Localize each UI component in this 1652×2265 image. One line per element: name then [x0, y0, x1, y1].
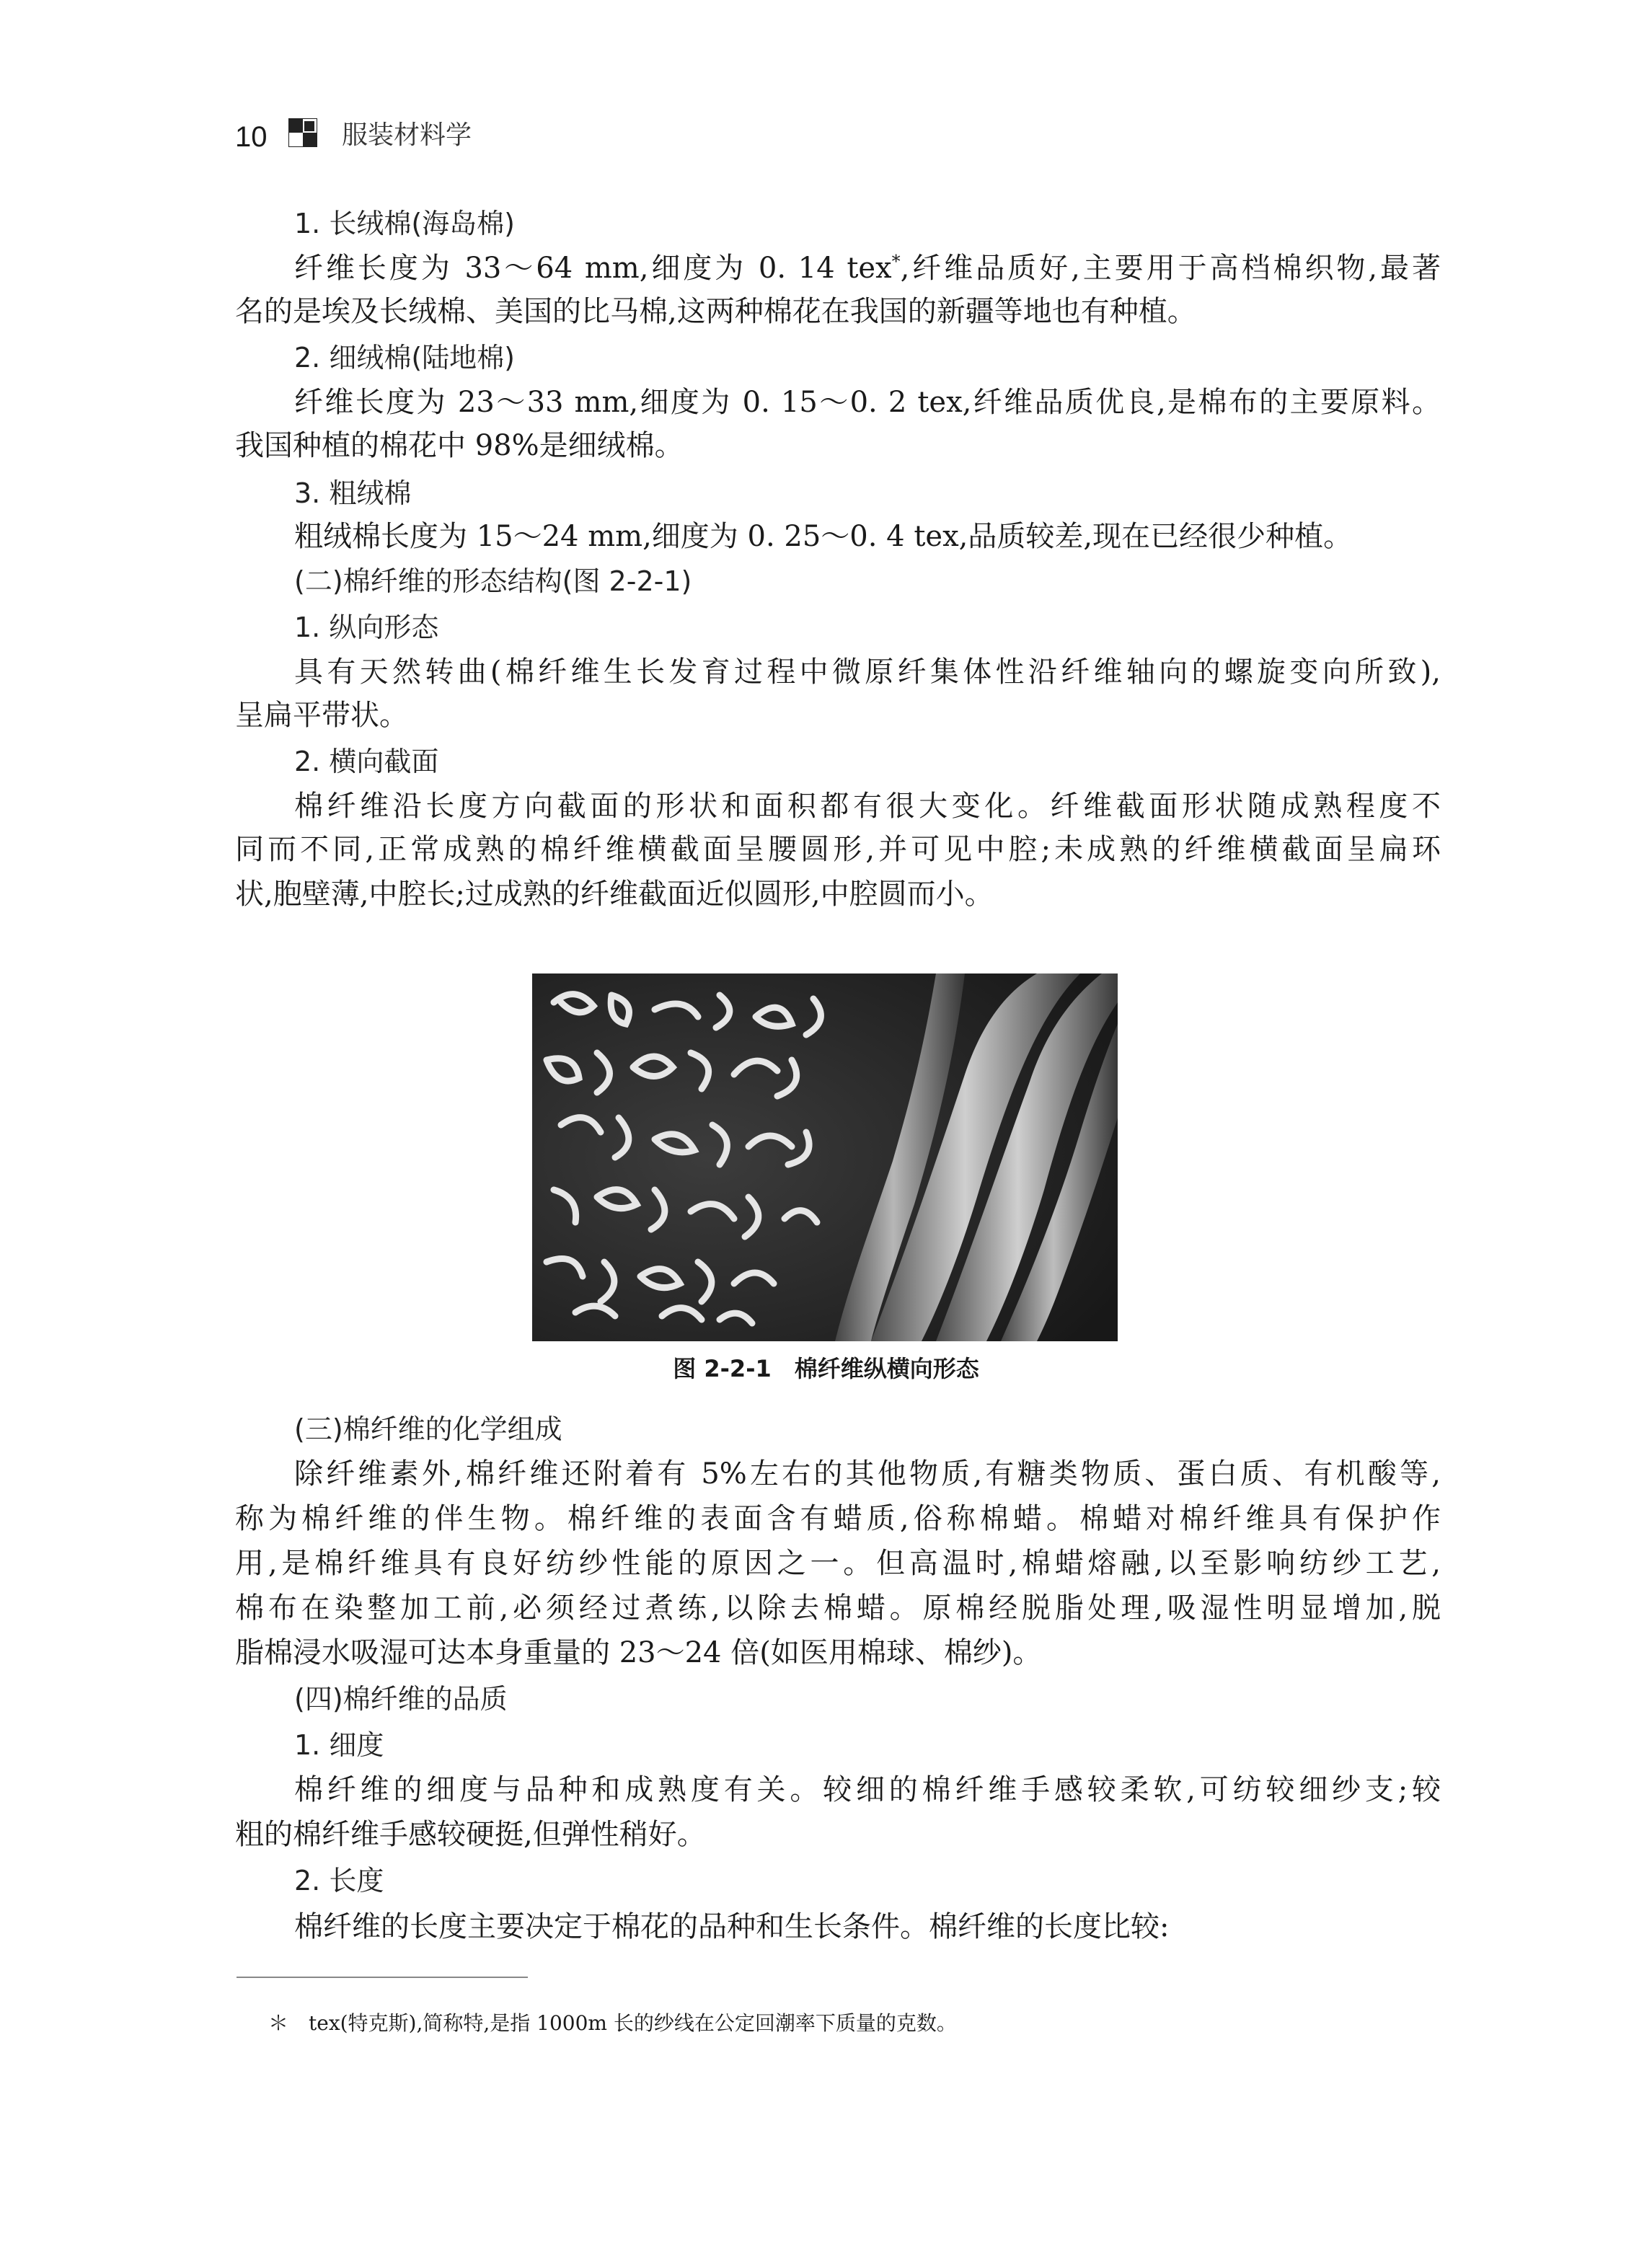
paragraph-line: 称为棉纤维的伴生物。棉纤维的表面含有蜡质,俗称棉蜡。棉蜡对棉纤维具有保护作: [235, 1502, 1441, 1535]
paragraph-line: 棉布在染整加工前,必须经过煮练,以除去棉蜡。原棉经脱脂处理,吸湿性明显增加,脱: [235, 1591, 1441, 1625]
subheading-fine-staple: 2. 细绒棉(陆地棉): [294, 342, 515, 374]
book-title: 服装材料学: [342, 120, 472, 150]
paragraph-line: 棉纤维的长度主要决定于棉花的品种和生长条件。棉纤维的长度比较:: [294, 1910, 1170, 1943]
paragraph-line: 粗绒棉长度为 15～24 mm,细度为 0. 25～0. 4 tex,品质较差,现在已经很少种植。: [294, 520, 1353, 553]
subheading-cross-section: 2. 横向截面: [294, 746, 439, 777]
section-heading-chemical: (三)棉纤维的化学组成: [294, 1413, 562, 1445]
checker-logo-icon: [288, 118, 317, 147]
subheading-coarse-staple: 3. 粗绒棉: [294, 477, 412, 509]
paragraph-line: 纤维长度为 23～33 mm,细度为 0. 15～0. 2 tex,纤维品质优良,是棉布的主要原料。: [294, 386, 1441, 419]
paragraph-line: 具有天然转曲(棉纤维生长发育过程中微原纤集体性沿纤维轴向的螺旋变向所致),: [294, 655, 1441, 689]
cotton-fiber-micrograph: [532, 973, 1118, 1341]
subheading-fineness: 1. 细度: [294, 1729, 384, 1761]
footnote: ＊ tex(特克斯),简称特,是指 1000m 长的纱线在公定回潮率下质量的克数。: [268, 2011, 957, 2035]
paragraph-line: 状,胞壁薄,中腔长;过成熟的纤维截面近似圆形,中腔圆而小。: [235, 878, 994, 911]
paragraph-line: 除纤维素外,棉纤维还附着有 5%左右的其他物质,有糖类物质、蛋白质、有机酸等,: [294, 1457, 1441, 1491]
paragraph-line: 纤维长度为 33～64 mm,细度为 0. 14 tex*,纤维品质好,主要用于高档棉织物,最著: [294, 251, 1441, 285]
paragraph-line: 呈扁平带状。: [235, 699, 408, 732]
figure-caption: 图 2-2-1 棉纤维纵横向形态: [673, 1355, 979, 1382]
section-heading-quality: (四)棉纤维的品质: [294, 1683, 508, 1715]
paragraph-line: 粗的棉纤维手感较硬挺,但弹性稍好。: [235, 1818, 706, 1851]
subheading-longitudinal: 1. 纵向形态: [294, 611, 439, 643]
subheading-length: 2. 长度: [294, 1865, 384, 1897]
paragraph-line: 脂棉浸水吸湿可达本身重量的 23～24 倍(如医用棉球、棉纱)。: [235, 1636, 1042, 1669]
footnote-rule: [237, 1977, 528, 1978]
page-number: 10: [235, 121, 268, 153]
section-heading-morphology: (二)棉纤维的形态结构(图 2-2-1): [294, 565, 692, 597]
paragraph-line: 棉纤维沿长度方向截面的形状和面积都有很大变化。纤维截面形状随成熟程度不: [294, 790, 1441, 823]
paragraph-line: 同而不同,正常成熟的棉纤维横截面呈腰圆形,并可见中腔;未成熟的纤维横截面呈扁环: [235, 833, 1441, 866]
paragraph-line: 名的是埃及长绒棉、美国的比马棉,这两种棉花在我国的新疆等地也有种植。: [235, 295, 1196, 328]
subheading-long-staple: 1. 长绒棉(海岛棉): [294, 208, 515, 239]
paragraph-line: 用,是棉纤维具有良好纺纱性能的原因之一。但高温时,棉蜡熔融,以至影响纺纱工艺,: [235, 1547, 1441, 1580]
paragraph-line: 棉纤维的细度与品种和成熟度有关。较细的棉纤维手感较柔软,可纺较细纱支;较: [294, 1773, 1441, 1806]
paragraph-line: 我国种植的棉花中 98%是细绒棉。: [235, 429, 684, 462]
